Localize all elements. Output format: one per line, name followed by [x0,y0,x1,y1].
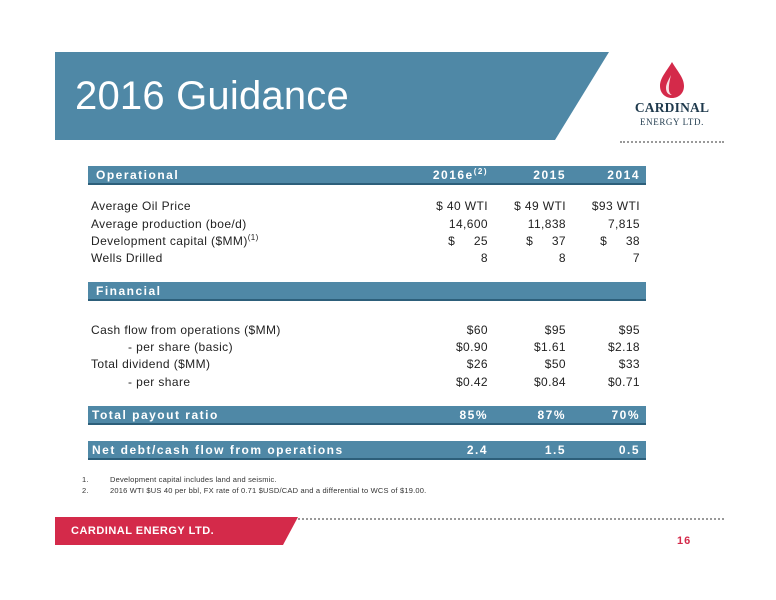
table-row [88,357,646,375]
cell-2015: $1.61 [533,340,566,354]
financial-header-label: Financial [96,284,162,298]
flame-icon [622,60,722,100]
table-row [88,340,646,358]
company-logo [622,60,722,135]
cell-2014: $33 [618,357,640,371]
cell-2016e: 2.4 [466,443,488,457]
cell-2014: 7,815 [607,217,640,231]
table-row [88,217,646,235]
divider-dotted-top [620,141,724,143]
cell-2015: $95 [544,323,566,337]
footnote: 1. Development capital includes land and seismic. [82,475,277,484]
page-number: 16 [677,535,692,547]
table-row [88,234,646,252]
row-label: Total dividend ($MM) [91,357,211,371]
cell-2014: 70% [611,408,640,422]
column-header-2014: 2014 [607,168,640,182]
cell-2014: $2.18 [607,340,640,354]
cell-2014: 0.5 [618,443,640,457]
footnote: 2. 2016 WTI $US 40 per bbl, FX rate of 0.71 $USD/CAD and a differential to WCS of $19.00. [82,486,427,495]
payout-ratio-label: Total payout ratio [92,408,219,422]
cell-2016e: $ 40 WTI [436,199,488,213]
cell-2014: $95 [618,323,640,337]
financial-header [88,282,646,301]
cell-2016e: $60 [466,323,488,337]
row-label: Cash flow from operations ($MM) [91,323,281,337]
cell-2015: $ 49 WTI [514,199,566,213]
table-row [88,199,646,217]
column-header-2016e: $2016e^{(2)}$ [432,167,488,182]
cell-2016e: $0.42 [455,375,488,389]
table-row [88,251,646,269]
cell-2015: 87% [537,408,566,422]
logo-subtitle: ENERGY LTD. [640,117,704,127]
column-header-2015: 2015 [533,168,566,182]
cell-2014: $93 WTI [591,199,640,213]
table-row [88,375,646,393]
cell-2015: $ 37 [526,234,566,248]
row-label: Development capital ($MM)$^{(1)}$ [91,233,259,248]
cell-2016e: 14,600 [448,217,488,231]
row-label: - per share (basic) [128,340,233,354]
row-label: - per share [128,375,191,389]
cell-2016e: $ 25 [448,234,488,248]
row-label: Average Oil Price [91,199,191,213]
cell-2014: $ 38 [600,234,640,248]
footnotes [82,475,426,497]
net-debt-row [88,441,646,460]
cell-2015: 11,838 [527,217,566,231]
payout-ratio-row [88,406,646,425]
cell-2015: 8 [558,251,566,265]
cell-2015: 1.5 [544,443,566,457]
cell-2016e: $0.90 [455,340,488,354]
row-label: Average production (boe/d) [91,217,247,231]
table-row [88,323,646,341]
cell-2015: $50 [544,357,566,371]
row-label: Wells Drilled [91,251,163,265]
operational-header-label: Operational [96,168,180,182]
operational-header [88,166,646,185]
cell-2014: $0.71 [607,375,640,389]
cell-2014: 7 [632,251,640,265]
net-debt-label: Net debt/cash flow from operations [92,443,344,457]
logo-name: CARDINAL [634,100,710,115]
cell-2015: $0.84 [533,375,566,389]
cell-2016e: 85% [459,408,488,422]
page-title: 2016 Guidance [75,74,349,118]
cell-2016e: 8 [480,251,488,265]
footer-company-name: CARDINAL ENERGY LTD. [71,525,215,537]
divider-dotted-bottom [298,518,724,520]
cell-2016e: $26 [466,357,488,371]
